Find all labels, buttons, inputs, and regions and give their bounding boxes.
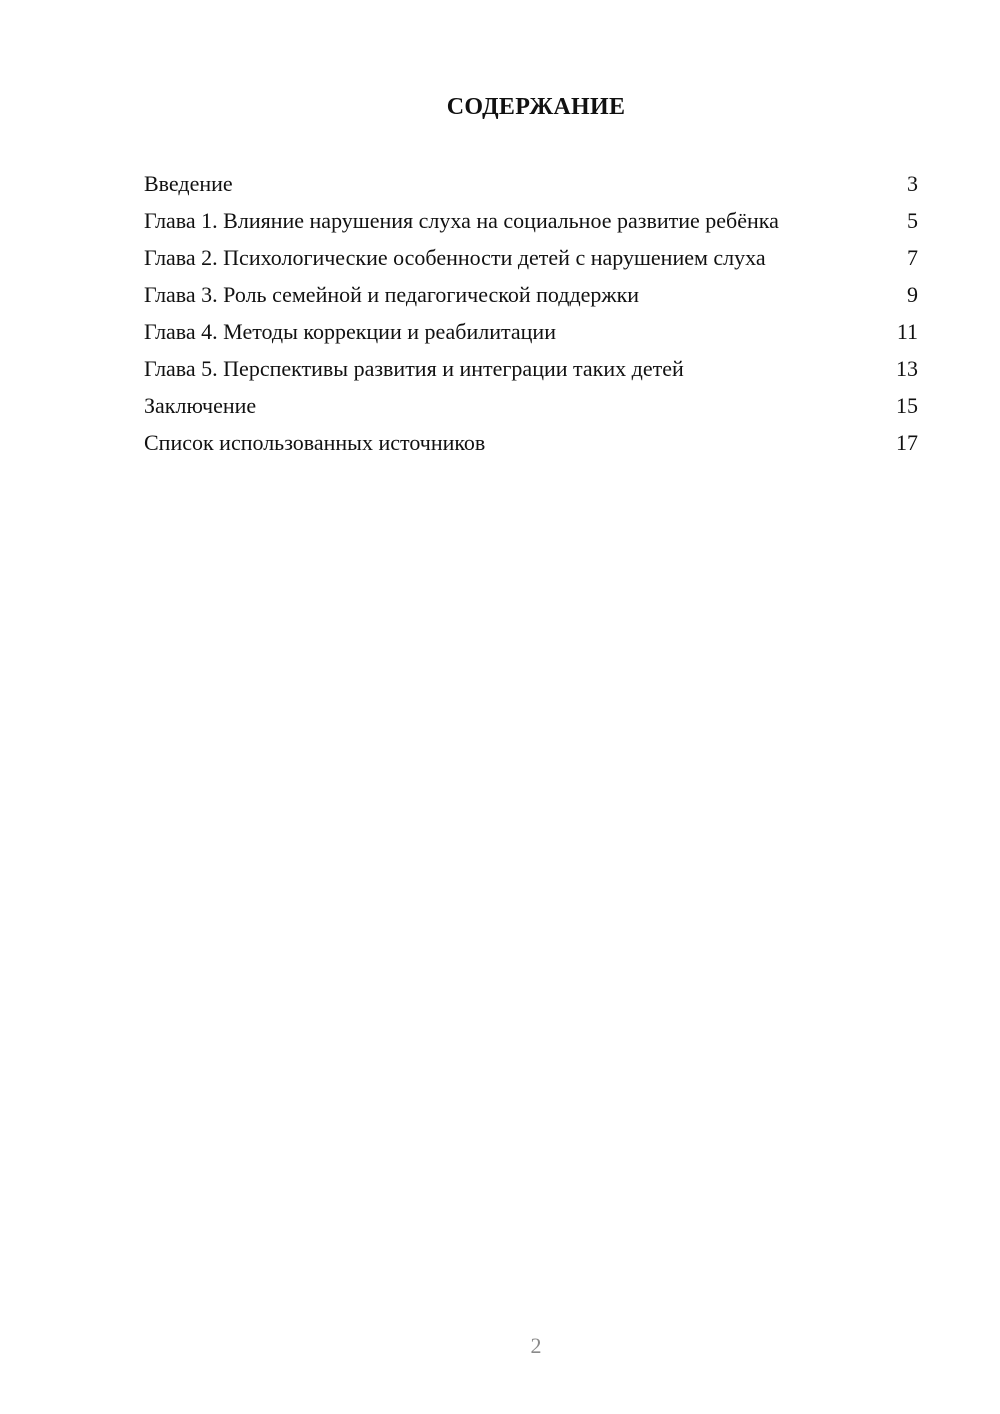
toc-entry-conclusion [144,392,918,420]
toc-entry-chapter-3 [144,281,918,309]
toc-entry-page: 11 [896,319,918,344]
toc-entry-page: 17 [896,430,918,455]
toc-entry-chapter-2 [144,244,918,272]
toc-entry-title: Глава 2. Психологические особенности детей с нарушением слуха [144,245,766,270]
toc-entry-page: 7 [907,245,918,270]
toc-entry-chapter-4 [144,318,918,346]
toc-entry-page: 13 [896,356,918,381]
toc-entry-page: 9 [907,282,918,307]
toc-entry-page: 5 [907,208,918,233]
toc-entry-title: Глава 3. Роль семейной и педагогической поддержки [144,282,640,307]
toc-entry-title: Глава 4. Методы коррекции и реабилитации [144,319,556,344]
toc-entry-references [144,429,918,457]
table-of-contents [144,170,918,466]
toc-entry-title: Глава 1. Влияние нарушения слуха на социальное развитие ребёнка [144,208,779,233]
toc-entry-chapter-5 [144,355,918,383]
toc-entry-page: 3 [907,171,918,196]
toc-entry-title: Список использованных источников [144,430,486,455]
page-number: 2 [530,1333,542,1358]
toc-entry-introduction [144,170,918,198]
toc-entry-title: Введение [144,171,233,196]
toc-entry-title: Заключение [144,393,257,418]
toc-entry-chapter-1 [144,207,918,235]
toc-entry-page: 15 [896,393,918,418]
toc-entry-title: Глава 5. Перспективы развития и интеграции таких детей [144,356,684,381]
page-title: СОДЕРЖАНИЕ [446,94,626,120]
